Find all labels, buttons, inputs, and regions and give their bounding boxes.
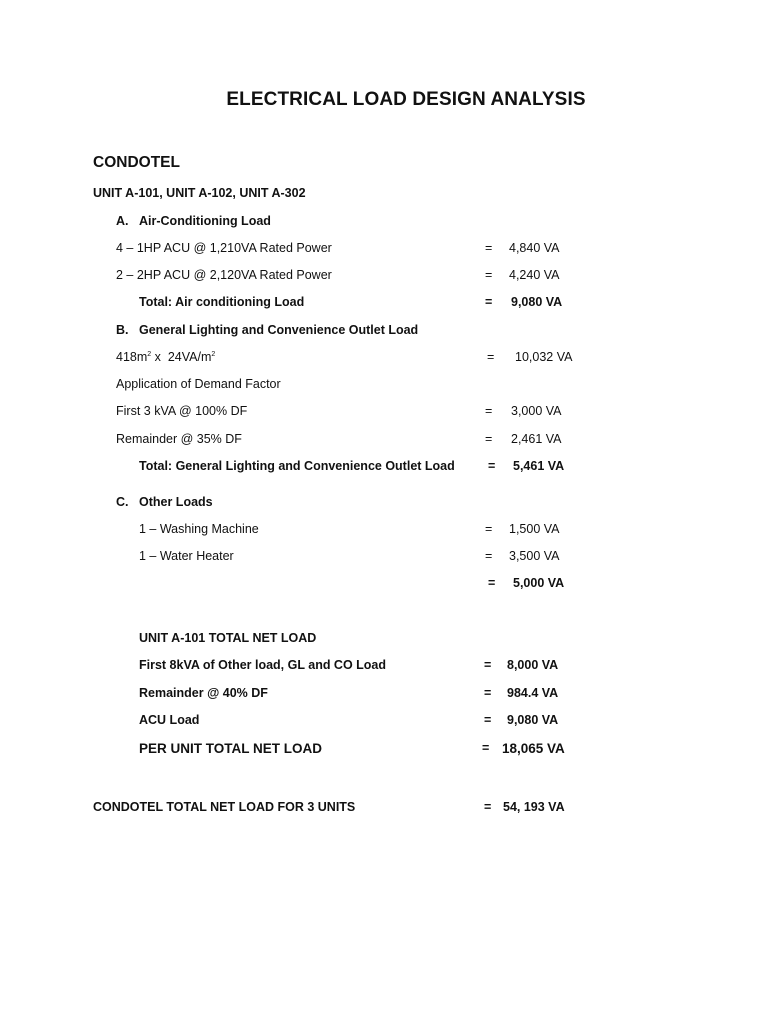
ac-row-value: 4,840 VA bbox=[509, 241, 560, 255]
section-c-letter: C. bbox=[116, 495, 129, 509]
area-value: 418m bbox=[116, 350, 148, 364]
equals-sign: = bbox=[484, 658, 492, 672]
ac-total-label: Total: Air conditioning Load bbox=[139, 295, 305, 309]
other-row-value: 3,500 VA bbox=[509, 549, 560, 563]
equals-sign: = bbox=[485, 432, 493, 446]
section-a-letter: A. bbox=[116, 214, 129, 228]
page-title: ELECTRICAL LOAD DESIGN ANALYSIS bbox=[226, 89, 586, 110]
section-c-heading: Other Loads bbox=[139, 495, 213, 509]
unit-total-heading: UNIT A-101 TOTAL NET LOAD bbox=[139, 631, 317, 645]
ac-row-label: 4 – 1HP ACU @ 1,210VA Rated Power bbox=[116, 241, 332, 255]
ac-total-value: 9,080 VA bbox=[511, 295, 563, 309]
unit-row-label: ACU Load bbox=[139, 713, 200, 727]
gl-total-value: 5,461 VA bbox=[513, 459, 565, 473]
grand-total-value: 54, 193 VA bbox=[503, 800, 565, 814]
other-total-value: 5,000 VA bbox=[513, 576, 565, 590]
equals-sign: = bbox=[487, 350, 495, 364]
area-multiplier: x 24VA/m bbox=[151, 350, 212, 364]
unit-row-label: Remainder @ 40% DF bbox=[139, 686, 268, 700]
equals-sign: = bbox=[485, 404, 493, 418]
equals-sign: = bbox=[485, 295, 493, 309]
section-b-letter: B. bbox=[116, 323, 129, 337]
equals-sign: = bbox=[485, 241, 493, 255]
section-b-heading: General Lighting and Convenience Outlet Load bbox=[139, 323, 419, 337]
unit-row-label: First 8kVA of Other load, GL and CO Load bbox=[139, 658, 387, 672]
section-heading: CONDOTEL bbox=[93, 154, 180, 171]
other-row-value: 1,500 VA bbox=[509, 522, 560, 536]
gl-total-label: Total: General Lighting and Convenience Outlet Load bbox=[139, 459, 455, 473]
demand-factor-heading: Application of Demand Factor bbox=[116, 377, 281, 391]
equals-sign: = bbox=[485, 522, 493, 536]
superscript: 2 bbox=[211, 350, 216, 358]
gl-row-label: First 3 kVA @ 100% DF bbox=[116, 404, 248, 418]
ac-row-label: 2 – 2HP ACU @ 2,120VA Rated Power bbox=[116, 268, 332, 282]
equals-sign: = bbox=[488, 459, 496, 473]
gl-row-value: 3,000 VA bbox=[511, 404, 562, 418]
gl-row-label: Remainder @ 35% DF bbox=[116, 432, 242, 446]
grand-total-label: CONDOTEL TOTAL NET LOAD FOR 3 UNITS bbox=[93, 800, 356, 814]
other-row-label: 1 – Water Heater bbox=[139, 549, 234, 563]
unit-row-value: 8,000 VA bbox=[507, 658, 559, 672]
per-unit-total-value: 18,065 VA bbox=[502, 741, 565, 756]
other-row-label: 1 – Washing Machine bbox=[139, 522, 259, 536]
units-line: UNIT A-101, UNIT A-102, UNIT A-302 bbox=[93, 186, 306, 200]
equals-sign: = bbox=[488, 576, 496, 590]
equals-sign: = bbox=[484, 713, 492, 727]
equals-sign: = bbox=[485, 268, 493, 282]
area-formula bbox=[116, 350, 215, 364]
area-result-value: 10,032 VA bbox=[515, 350, 573, 364]
superscript: 2 bbox=[147, 350, 152, 358]
equals-sign: = bbox=[482, 741, 490, 755]
equals-sign: = bbox=[484, 800, 492, 814]
section-a-heading: Air-Conditioning Load bbox=[139, 214, 271, 228]
unit-row-value: 9,080 VA bbox=[507, 713, 559, 727]
ac-row-value: 4,240 VA bbox=[509, 268, 560, 282]
unit-row-value: 984.4 VA bbox=[507, 686, 559, 700]
per-unit-total-label: PER UNIT TOTAL NET LOAD bbox=[139, 741, 323, 756]
equals-sign: = bbox=[484, 686, 492, 700]
equals-sign: = bbox=[485, 549, 493, 563]
gl-row-value: 2,461 VA bbox=[511, 432, 562, 446]
